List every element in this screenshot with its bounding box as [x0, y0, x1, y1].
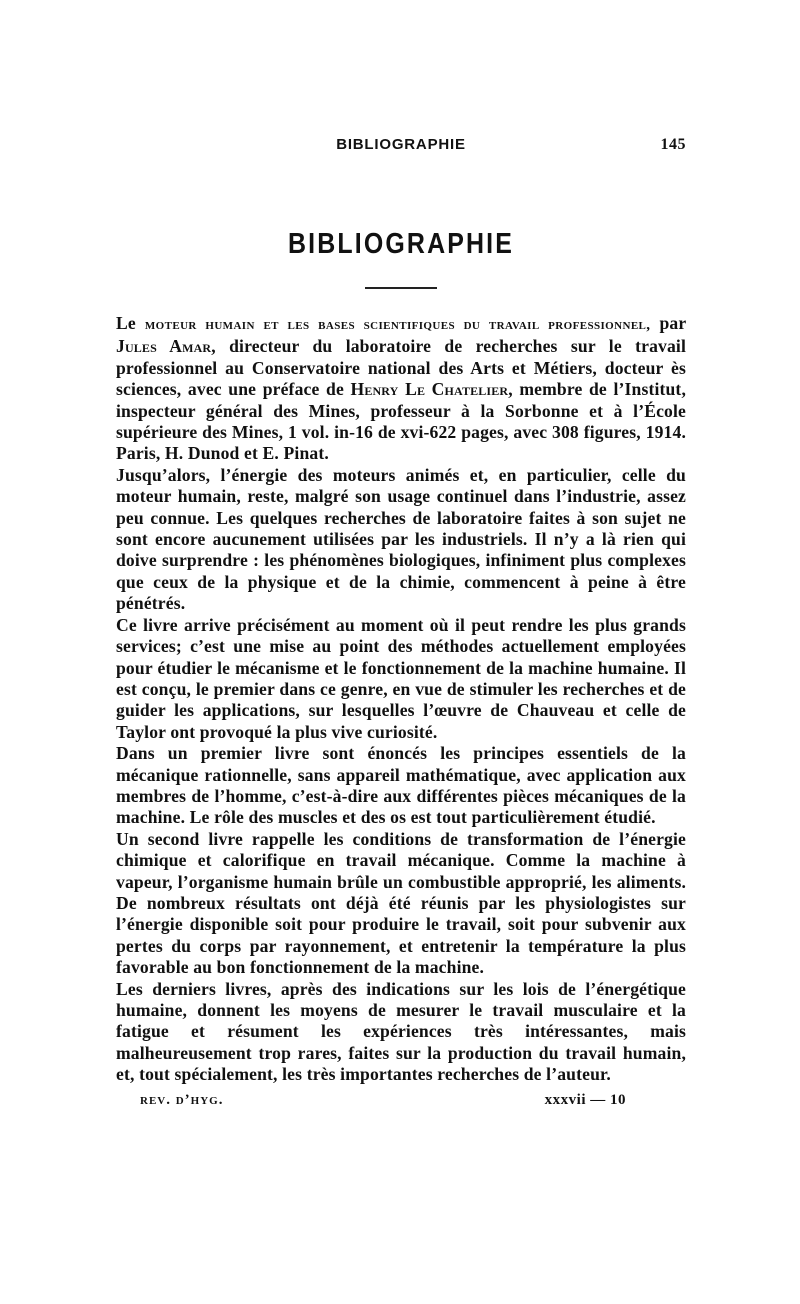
paragraph: Les derniers livres, après des indications sur les lois de l’énergétique humaine, donnent les moyens de mesurer le travail musculaire et la fatigue et résument les expériences très intéressantes, mais malheureusement trop rares, faites sur la production du travail humain, et, tout spécialement, les très importantes recherches de l’auteur. — [116, 978, 686, 1085]
title-rule — [365, 287, 437, 289]
bibliographic-entry — [116, 313, 686, 465]
page-footer — [116, 1092, 686, 1114]
entry-description-2: , membre de l’Institut, inspecteur général des Mines, professeur à la Sorbonne et à l’École supérieure des Mines, 1 vol. in-16 de xvi-622 pages, avec 308 figures, 1914. Paris, H. Dunod et E. Pinat. — [116, 379, 686, 464]
footer-volume: xxxvii — 10 — [544, 1091, 626, 1108]
footer-journal: rev. d’hyg. — [140, 1091, 224, 1108]
entry-title-lead: Le — [116, 313, 136, 333]
page-number: 145 — [660, 136, 686, 153]
entry-title: moteur humain et les bases scientifiques du travail professionnel, — [144, 317, 651, 333]
running-head — [116, 136, 686, 160]
running-head-title: BIBLIOGRAPHIE — [336, 136, 466, 153]
entry-by: par — [659, 313, 686, 333]
book-page — [116, 136, 686, 1114]
entry-preface-author: Henry Le Chatelier — [350, 379, 509, 400]
entry-author: Jules Amar — [116, 336, 212, 357]
entry-description-1: , directeur du laboratoire de recherches sur le travail professionnel au Conservatoire national des Arts et Métiers, docteur ès sciences, avec une préface de — [116, 336, 686, 400]
paragraph: Dans un premier livre sont énoncés les principes essentiels de la mécanique rationnelle, sans appareil mathématique, avec application aux membres de l’homme, c’est-à-dire aux différentes pièces mécaniques de la machine. Le rôle des muscles et des os est tout particulièrement étudié. — [116, 743, 686, 828]
paragraph: Jusqu’alors, l’énergie des moteurs animés et, en particulier, celle du moteur humain, reste, malgré son usage continuel dans l’industrie, assez peu connue. Les quelques recherches de laboratoire faites à son sujet ne sont encore aucunement utilisées par les industriels. Il n’y a là rien qui doive surprendre : les phénomènes biologiques, infiniment plus complexes que ceux de la physique et de la chimie, commencent à peine à être pénétrés. — [116, 464, 686, 614]
paragraph: Ce livre arrive précisément au moment où il peut rendre les plus grands services; c’est une mise au point des méthodes actuellement employées pour étudier le mécanisme et le fonctionnement de la machine humaine. Il est conçu, le premier dans ce genre, en vue de stimuler les recherches et de guider les applications, sur lesquelles l’œuvre de Chauveau et celle de Taylor ont provoqué la plus vive curiosité. — [116, 614, 686, 742]
review-body — [116, 313, 686, 1086]
paragraph: Un second livre rappelle les conditions de transformation de l’énergie chimique et calorifique en travail mécanique. Comme la machine à vapeur, l’organisme humain brûle un combustible approprié, les aliments. De nombreux résultats ont déjà été réunis par les physiologistes sur l’énergie disponible soit pour produire le travail, soit pour subvenir aux pertes du corps par rayonnement, et entretenir la température la plus favorable au bon fonctionnement de la machine. — [116, 828, 686, 978]
section-title: BIBLIOGRAPHIE — [287, 228, 515, 260]
